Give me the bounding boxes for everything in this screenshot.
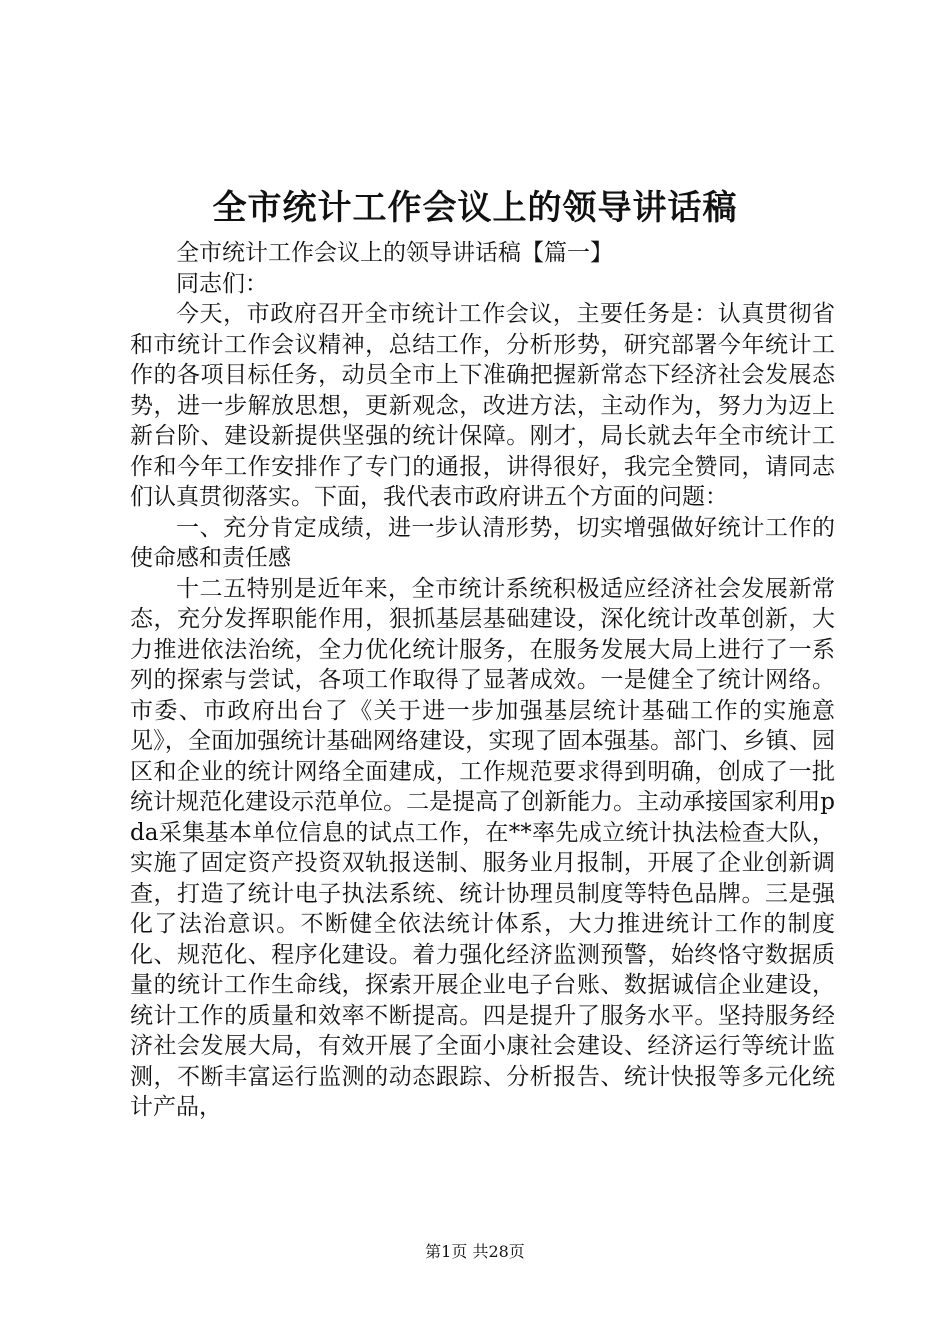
- paragraph-salutation: 同志们：: [176, 270, 268, 297]
- paragraph-subtitle: 全市统计工作会议上的领导讲话稿【篇一】: [176, 240, 613, 266]
- paragraph-section-heading: 一、充分肯定成绩，进一步认清形势，切实增强做好统计工作的使命感和责任感: [130, 514, 835, 571]
- page-number-footer: 第1页 共28页: [425, 1242, 525, 1261]
- document-body: [130, 238, 835, 1123]
- paragraph-achievements: 十二五特别是近年来，全市统计系统积极适应经济社会发展新常态，充分发挥职能作用，狠抓基层基础建设，深化统计改革创新，大力推进依法治统，全力优化统计服务，在服务发展大局上进行了一系列的探索与尝试，各项工作取得了显著成效。一是健全了统计网络。市委、市政府出台了《关于进一步加强基层统计基础工作的实施意见》，全面加强统计基础网络建设，实现了固本强基。部门、乡镇、园区和企业的统计网络全面建成，工作规范要求得到明确，创成了一批统计规范化建设示范单位。二是提高了创新能力。主动承接国家利用pda采集基本单位信息的试点工作，在**率先成立统计执法检查大队，实施了固定资产投资双轨报送制、服务业月报制，开展了企业创新调查，打造了统计电子执法系统、统计协理员制度等特色品牌。三是强化了法治意识。不断健全依法统计体系，大力推进统计工作的制度化、规范化、程序化建设。着力强化经济监测预警，始终恪守数据质量的统计工作生命线，探索开展企业电子台账、数据诚信企业建设，统计工作的质量和效率不断提高。四是提升了服务水平。坚持服务经济社会发展大局，有效开展了全面小康社会建设、经济运行等统计监测，不断丰富运行监测的动态跟踪、分析报告、统计快报等多元化统计产品，: [130, 575, 835, 1120]
- paragraph-intro: 今天，市政府召开全市统计工作会议，主要任务是：认真贯彻省和市统计工作会议精神，总结工作，分析形势，研究部署今年统计工作的各项目标任务，动员全市上下准确把握新常态下经济社会发展态势，进一步解放思想，更新观念，改进方法，主动作为，努力为迈上新台阶、建设新提供坚强的统计保障。刚才，局长就去年全市统计工作和今年工作安排作了专门的通报，讲得很好，我完全赞同，请同志们认真贯彻落实。下面，我代表市政府讲五个方面的问题：: [130, 301, 835, 510]
- document-title: 全市统计工作会议上的领导讲话稿: [212, 188, 738, 228]
